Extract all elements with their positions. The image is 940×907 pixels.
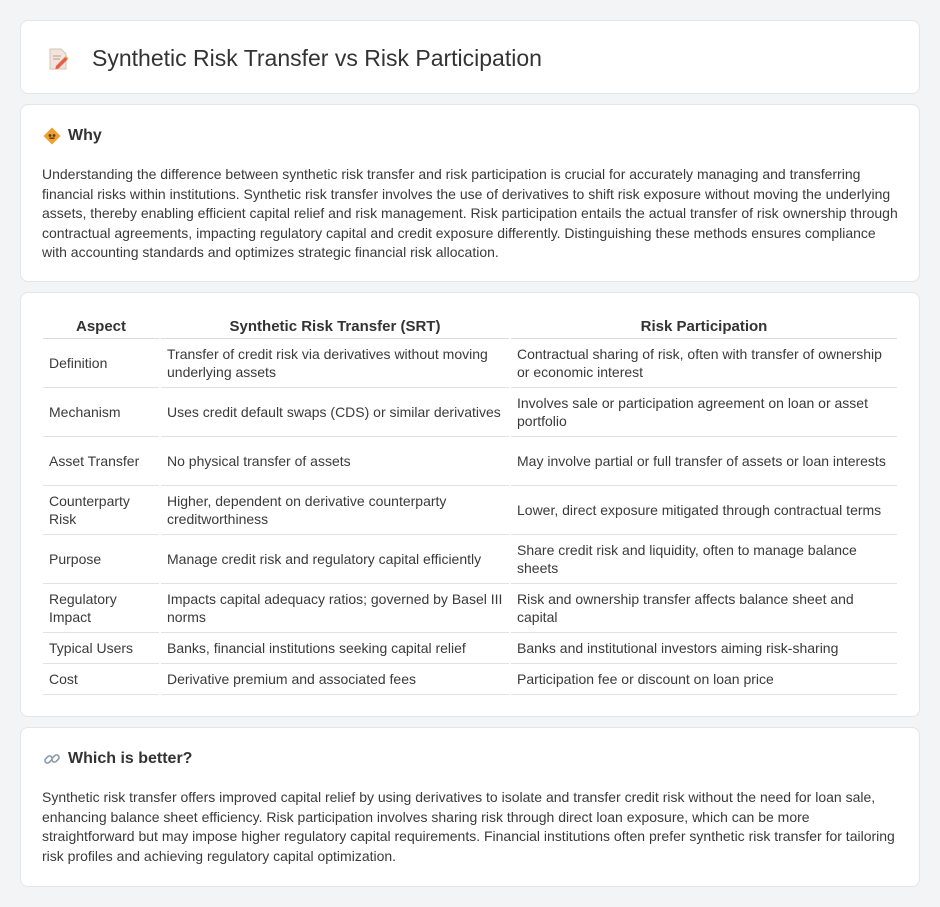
aspect-cell: Definition: [43, 339, 159, 388]
rp-cell: Lower, direct exposure mitigated through contractual terms: [511, 486, 897, 535]
aspect-cell: Asset Transfer: [43, 437, 159, 486]
srt-cell: Derivative premium and associated fees: [161, 664, 509, 695]
aspect-cell: Counterparty Risk: [43, 486, 159, 535]
srt-cell: Transfer of credit risk via derivatives without moving underlying assets: [161, 339, 509, 388]
column-header-aspect: Aspect: [43, 315, 159, 339]
diamond-warning-icon: [43, 127, 61, 145]
table-row: [43, 486, 897, 535]
better-paragraph: Synthetic risk transfer offers improved capital relief by using derivatives to isolate and transfer credit risk without the need for loan sale, enhancing balance sheet efficiency. Risk participation involves sharing risk through direct loan exposure, which can be more straightforward but may impose higher regulatory capital requirements. Financial institutions often prefer synthetic risk transfer for tailoring risk profiles and achieving regulatory capital optimization.: [42, 789, 895, 864]
why-heading-label: Why: [68, 127, 102, 144]
better-heading: [43, 750, 192, 768]
link-icon: [43, 750, 61, 768]
rp-cell: Banks and institutional investors aiming risk-sharing: [511, 633, 897, 664]
rp-cell: Involves sale or participation agreement on loan or asset portfolio: [511, 388, 897, 437]
which-is-better-section: [20, 727, 920, 887]
srt-cell: Higher, dependent on derivative counterparty creditworthiness: [161, 486, 509, 535]
srt-cell: Uses credit default swaps (CDS) or similar derivatives: [161, 388, 509, 437]
aspect-cell: Cost: [43, 664, 159, 695]
column-header-srt: Synthetic Risk Transfer (SRT): [161, 315, 509, 339]
why-section: [20, 104, 920, 282]
aspect-cell: Typical Users: [43, 633, 159, 664]
rp-cell: Share credit risk and liquidity, often to manage balance sheets: [511, 535, 897, 584]
table-row: [43, 633, 897, 664]
rp-cell: Contractual sharing of risk, often with transfer of ownership or economic interest: [511, 339, 897, 388]
aspect-cell: Purpose: [43, 535, 159, 584]
why-heading: [43, 127, 102, 145]
why-paragraph: Understanding the difference between synthetic risk transfer and risk participation is crucial for accurately managing and transferring financial risks within institutions. Synthetic risk transfer involves the use of derivatives to shift risk exposure without moving the underlying assets, thereby enabling efficient capital relief and risk management. Risk participation entails the actual transfer of risk ownership through contractual agreements, impacting regulatory capital and credit exposure differently. Distinguishing these methods ensures compliance with accounting standards and optimizes strategic financial risk allocation.: [42, 166, 898, 260]
better-heading-label: Which is better?: [68, 750, 193, 767]
rp-cell: Participation fee or discount on loan price: [511, 664, 897, 695]
table-row: [43, 664, 897, 695]
document-pencil-icon: [47, 47, 69, 71]
table-row: [43, 584, 897, 633]
column-header-risk-participation: Risk Participation: [511, 315, 897, 339]
srt-cell: Banks, financial institutions seeking capital relief: [161, 633, 509, 664]
srt-cell: Impacts capital adequacy ratios; governed by Basel III norms: [161, 584, 509, 633]
srt-cell: Manage credit risk and regulatory capital efficiently: [161, 535, 509, 584]
table-header-row: [43, 315, 897, 339]
table-row: [43, 535, 897, 584]
table-row: [43, 339, 897, 388]
table-row: [43, 388, 897, 437]
rp-cell: May involve partial or full transfer of assets or loan interests: [511, 437, 897, 486]
table-row: [43, 437, 897, 486]
comparison-table: [41, 315, 899, 695]
title-card: [20, 20, 920, 94]
aspect-cell: Regulatory Impact: [43, 584, 159, 633]
aspect-cell: Mechanism: [43, 388, 159, 437]
page-title: Synthetic Risk Transfer vs Risk Participation: [92, 45, 542, 71]
srt-cell: No physical transfer of assets: [161, 437, 509, 486]
rp-cell: Risk and ownership transfer affects balance sheet and capital: [511, 584, 897, 633]
comparison-table-card: [20, 292, 920, 717]
